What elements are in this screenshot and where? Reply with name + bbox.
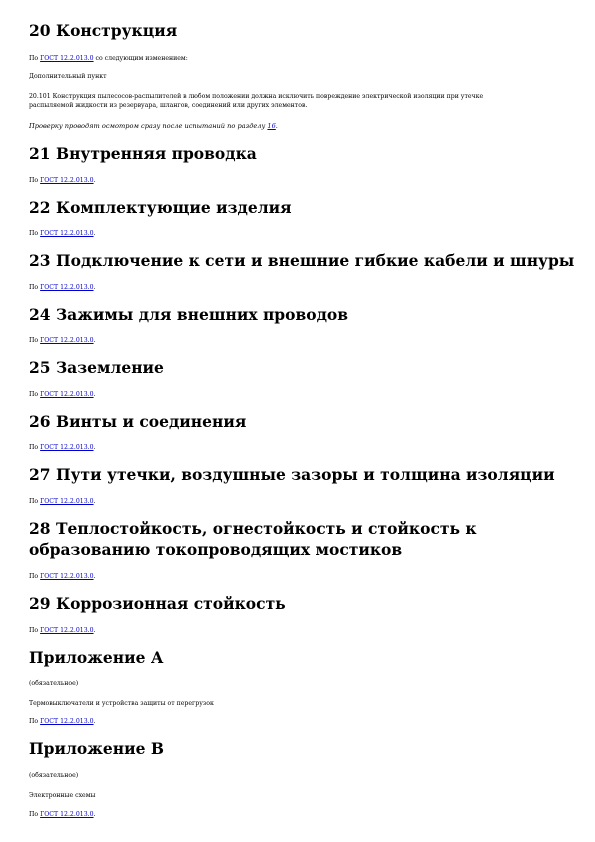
ref-prefix: По [29,177,41,184]
appendix-a-status: (обязательное) [29,680,79,687]
section-25-heading: 25 Заземление [29,358,164,377]
ref-suffix: . [93,718,96,725]
section-20-reference [29,54,188,63]
ref-suffix: . [93,498,96,505]
section-27-reference [29,497,96,506]
ref-suffix: . [93,284,96,291]
ref-suffix: . [93,444,96,451]
appendix-a-reference [29,717,96,726]
ref-suffix: . [93,177,96,184]
appendix-b-heading: Приложение В [29,739,164,758]
ref-prefix: По [29,337,41,344]
section-23-reference [29,283,96,292]
ref-suffix: . [93,230,96,237]
section-21-heading: 21 Внутренняя проводка [29,144,257,163]
gost-link[interactable]: ГОСТ 12.2.013.0 [40,627,94,634]
section-20-paragraph-line2: распыляемой жидкости из резервуара, шлангов, соединений или других элементов. [29,102,308,109]
section-21-reference [29,176,96,185]
ref-prefix: По [29,284,41,291]
appendix-a-subject: Термовыключатели и устройства защиты от перегрузок [29,700,214,707]
section-29-heading: 29 Коррозионная стойкость [29,594,286,613]
gost-link[interactable]: ГОСТ 12.2.013.0 [40,811,94,818]
appendix-a-heading: Приложение А [29,648,164,667]
section-23-heading: 23 Подключение к сети и внешние гибкие кабели и шнуры [29,251,575,270]
gost-link[interactable]: ГОСТ 12.2.013.0 [40,718,94,725]
ref-prefix: По [29,391,41,398]
ref-prefix: По [29,627,41,634]
ref-suffix: . [93,627,96,634]
check-prefix: Проверку проводят осмотром сразу после испытаний по разделу [29,122,268,130]
section-24-heading: 24 Зажимы для внешних проводов [29,305,349,324]
section-20-heading: 20 Конструкция [29,21,178,40]
gost-link[interactable]: ГОСТ 12.2.013.0 [40,55,94,62]
section-24-reference [29,336,96,345]
ref-prefix: По [29,811,41,818]
section-20-paragraph-line1: 20.101 Конструкция пылесосов-распылителей в любом положении должна исключить повреждение электрической изоляции при утечке [29,93,484,100]
ref-prefix: По [29,498,41,505]
ref-prefix: По [29,573,41,580]
ref-prefix: По [29,230,41,237]
section-26-reference [29,443,96,452]
appendix-b-subject: Электронные схемы [29,792,96,799]
section-26-heading: 26 Винты и соединения [29,412,247,431]
section-25-reference [29,390,96,399]
gost-link[interactable]: ГОСТ 12.2.013.0 [40,337,94,344]
section-28-heading: 28 Теплостойкость, огнестойкость и стойкость к образованию токопроводящих мостиков [29,519,477,559]
ref-suffix: . [93,337,96,344]
section-29-reference [29,626,96,635]
ref-prefix: По [29,444,41,451]
section-22-heading: 22 Комплектующие изделия [29,198,292,217]
gost-link[interactable]: ГОСТ 12.2.013.0 [40,284,94,291]
appendix-b-reference [29,810,96,819]
gost-link[interactable]: ГОСТ 12.2.013.0 [40,391,94,398]
gost-link[interactable]: ГОСТ 12.2.013.0 [40,177,94,184]
section-28-reference [29,572,96,581]
section-20-check-note [29,122,278,131]
section-27-heading: 27 Пути утечки, воздушные зазоры и толщина изоляции [29,465,555,484]
gost-link[interactable]: ГОСТ 12.2.013.0 [40,573,94,580]
section-20-extra: Дополнительный пункт [29,73,107,80]
ref-suffix: . [93,391,96,398]
gost-link[interactable]: ГОСТ 12.2.013.0 [40,444,94,451]
ref-suffix: . [93,573,96,580]
gost-link[interactable]: ГОСТ 12.2.013.0 [40,498,94,505]
section-16-link[interactable]: 16 [267,122,276,130]
ref-prefix: По [29,718,41,725]
section-22-reference [29,229,96,238]
ref-suffix: со следующим изменением: [93,55,188,62]
gost-link[interactable]: ГОСТ 12.2.013.0 [40,230,94,237]
ref-suffix: . [93,811,96,818]
appendix-b-status: (обязательное) [29,772,79,779]
check-suffix: . [275,122,278,130]
ref-prefix: По [29,55,41,62]
